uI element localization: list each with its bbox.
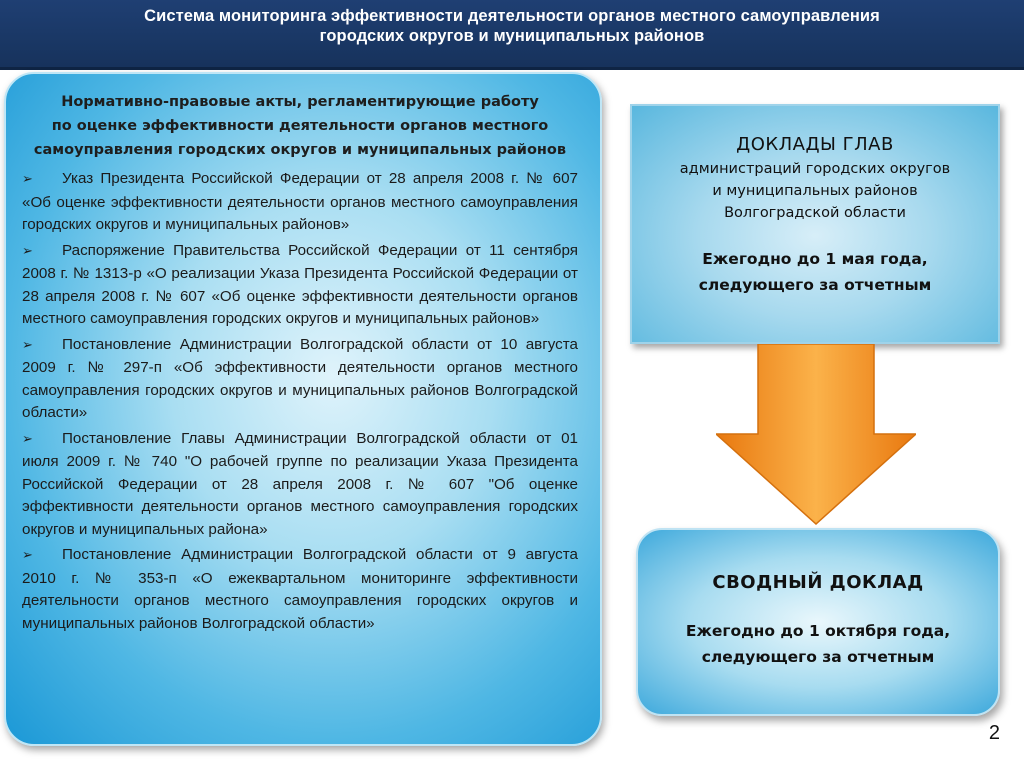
summary-deadline-line-1: Ежегодно до 1 октября года, xyxy=(685,622,951,640)
arrow-bullet-icon: ➢ xyxy=(22,548,33,563)
legal-acts-title-line-3: самоуправления городских округов и муниципальных районов xyxy=(33,142,567,158)
legal-act-text: Постановление Администрации Волгоградской области от 10 августа 2009 г. № 297-п «Об эффективности деятельности органов местного самоуправления городских округов и муниципальных районов Волгоградской области» xyxy=(22,335,578,421)
reports-subtitle-line-1: администраций городских округов xyxy=(679,161,951,177)
legal-act-item-1 xyxy=(22,168,578,237)
reports-subtitle-line-3: Волгоградской области xyxy=(724,205,906,221)
reports-deadline-line-2: следующего за отчетным xyxy=(698,276,932,294)
legal-acts-title xyxy=(22,90,578,162)
summary-report-box xyxy=(636,528,1000,716)
legal-act-text: Указ Президента Российской Федерации от 28 апреля 2008 г. № 607 «Об оценке эффективности деятельности органов местного самоуправления городских округов и муниципальных районов» xyxy=(22,170,578,233)
legal-act-item-3 xyxy=(22,334,578,425)
reports-title: ДОКЛАДЫ ГЛАВ xyxy=(736,134,894,155)
legal-act-item-4 xyxy=(22,428,578,542)
legal-acts-list xyxy=(22,168,578,635)
legal-act-text: Постановление Главы Администрации Волгоградской области от 01 июля 2009 г. № 740 "О рабочей группе по реализации Указа Президента Российской Федерации от 28 апреля 2008 г. № 607 "Об оценке эффективности деятельности органов местного самоуправления городских округов и муниципальных района» xyxy=(22,429,578,538)
arrow-bullet-icon: ➢ xyxy=(22,337,33,353)
summary-deadline-line-2: следующего за отчетным xyxy=(701,648,935,666)
arrow-bullet-icon: ➢ xyxy=(22,172,33,187)
summary-title: СВОДНЫЙ ДОКЛАД xyxy=(712,572,924,593)
reports-deadline-line-1: Ежегодно до 1 мая года, xyxy=(702,250,928,268)
legal-act-item-5 xyxy=(22,544,578,635)
legal-act-item-2 xyxy=(22,240,578,331)
summary-deadline xyxy=(638,618,998,670)
slide-title-line-2: городских округов и муниципальных районов xyxy=(319,27,705,45)
arrow-bullet-icon: ➢ xyxy=(22,243,33,259)
legal-acts-title-line-2: по оценке эффективности деятельности органов местного xyxy=(51,118,549,134)
slide-title-line-1: Система мониторинга эффективности деятельности органов местного самоуправления xyxy=(144,7,880,25)
page-number: 2 xyxy=(988,722,1000,744)
legal-acts-panel xyxy=(4,72,602,746)
slide-header xyxy=(0,0,1024,70)
legal-act-text: Распоряжение Правительства Российской Федерации от 11 сентября 2008 г. № 1313-р «О реализации Указа Президента Российской Федерации от 28 апреля 2008 г. № 607 «Об оценке эффективности деятельности органов местного самоуправления городских округов и муниципальных районов» xyxy=(22,241,578,327)
down-arrow-icon xyxy=(716,344,916,526)
legal-acts-title-line-1: Нормативно-правовые акты, регламентирующие работу xyxy=(61,94,539,110)
reports-box xyxy=(630,104,1000,344)
reports-deadline xyxy=(632,246,998,298)
arrow-bullet-icon: ➢ xyxy=(22,431,33,447)
legal-act-text: Постановление Администрации Волгоградской области от 9 августа 2010 г. № 353-п «О ежеквартальном мониторинге эффективности деятельности органов местного самоуправления городских округов и муниципальных районов Волгоградской области» xyxy=(22,546,578,632)
reports-subtitle-line-2: и муниципальных районов xyxy=(712,183,918,199)
